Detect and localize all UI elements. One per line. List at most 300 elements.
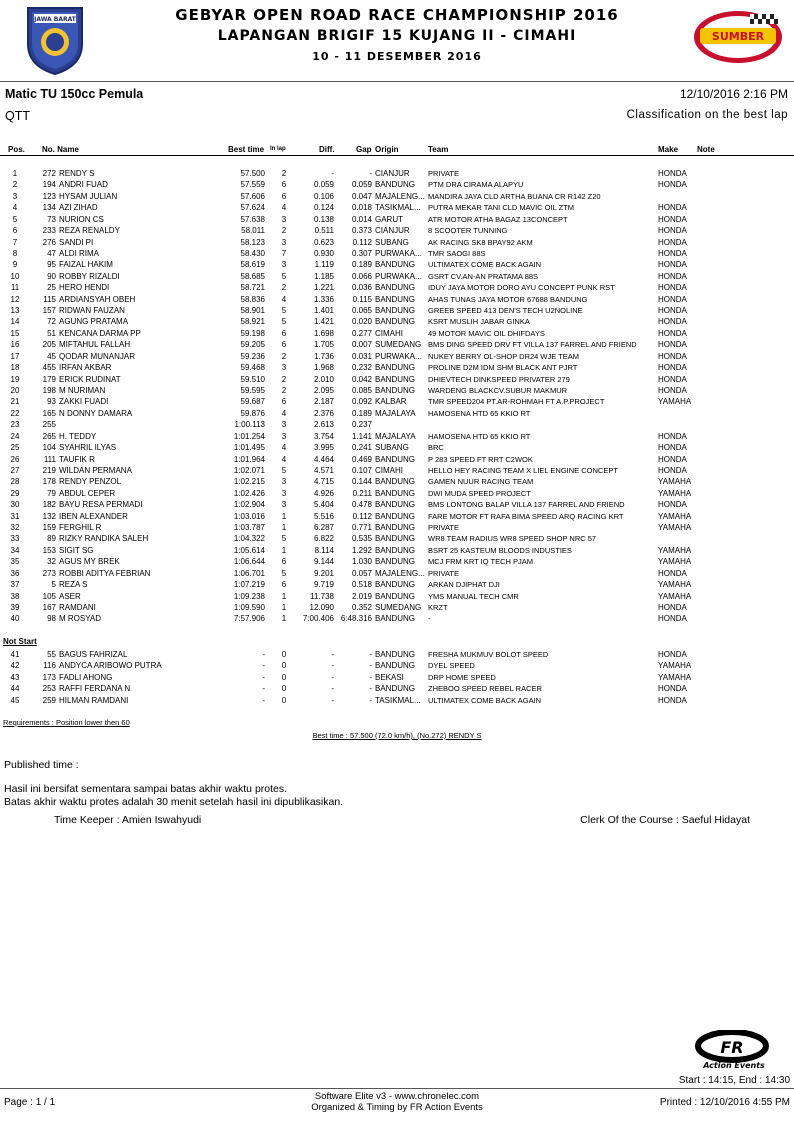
cell-orig: MAJALENG... [375, 191, 425, 201]
cell-pos: 43 [10, 672, 20, 682]
cell-pos: 15 [10, 328, 20, 338]
cell-pos: 35 [10, 557, 20, 567]
cell-diff: 2.095 [313, 385, 334, 395]
table-row [0, 592, 794, 603]
footer-divider [0, 1088, 794, 1089]
cell-diff: 4.926 [313, 488, 334, 498]
cell-orig: BANDUNG [375, 534, 416, 544]
cell-diff: 2.613 [313, 420, 334, 430]
cell-gap: 0.031 [351, 351, 372, 361]
table-row [0, 684, 794, 695]
cell-diff: 7:00.406 [302, 614, 334, 624]
cell-orig: CIANJUR [375, 169, 410, 178]
cell-lap: 0 [281, 695, 287, 705]
cell-name: IRFAN AKBAR [59, 363, 112, 373]
cell-orig: BANDUNG [375, 614, 416, 624]
cell-pos: 34 [10, 545, 20, 555]
cell-gap: 1.141 [351, 431, 372, 441]
cell-name: TAUFIK R [59, 454, 95, 464]
cell-diff: 2.010 [313, 374, 334, 384]
cell-pos: 18 [10, 363, 20, 373]
cell-no: 123 [42, 191, 56, 201]
cell-orig: SUMEDANG [375, 340, 422, 350]
cell-no: 32 [47, 557, 56, 567]
cell-orig: PURWAKA... [375, 351, 422, 361]
cell-pos: 21 [10, 397, 20, 407]
cell-diff: - [331, 695, 334, 705]
cell-lap: 6 [281, 580, 287, 590]
cell-pos: 20 [10, 385, 20, 395]
table-row [0, 673, 794, 684]
cell-best: 57.638 [240, 214, 265, 224]
cell-pos: 29 [10, 488, 20, 498]
cell-name: HERO HENDI [59, 283, 110, 293]
table-row [0, 272, 794, 283]
table-row [0, 696, 794, 707]
table-row [0, 260, 794, 271]
cell-lap: 1 [281, 511, 287, 521]
cell-lap: 5 [281, 568, 287, 578]
cell-best: - [262, 650, 265, 659]
cell-best: 58.685 [240, 271, 265, 281]
cell-gap: 0.007 [351, 340, 372, 350]
cell-name: ROBBY RIZALDI [59, 271, 120, 281]
cell-name: ERICK RUDINAT [59, 374, 121, 384]
cell-best: 59.876 [240, 408, 265, 418]
cell-name: M ROSYAD [59, 614, 102, 624]
cell-make: YAMAHA [658, 523, 692, 533]
col-in-lap: In lap [270, 146, 286, 152]
cell-lap: 3 [281, 500, 287, 510]
cell-orig: BANDUNG [375, 180, 416, 190]
cell-lap: 3 [281, 363, 287, 373]
cell-pos: 30 [10, 500, 20, 510]
cell-make: HONDA [658, 248, 687, 258]
cell-diff: 0.623 [313, 237, 334, 247]
cell-no: 116 [43, 661, 56, 671]
cell-gap: 6:48.316 [340, 614, 372, 624]
cell-team: HAMOSENA HTD 65 KKIO RT [428, 431, 531, 441]
cell-orig: BANDUNG [375, 500, 416, 510]
cell-no: 198 [42, 385, 56, 395]
cell-gap: - [369, 695, 372, 705]
fr-action-events-logo-icon [692, 1030, 774, 1070]
cell-pos: 2 [12, 180, 18, 190]
cell-no: 47 [47, 248, 56, 258]
cell-make: HONDA [658, 294, 687, 304]
classification-type: Classification on the best lap [626, 109, 788, 121]
cell-diff: 3.995 [313, 443, 334, 453]
cell-lap: 2 [281, 169, 287, 178]
cell-no: 253 [42, 684, 56, 694]
cell-no: 219 [42, 465, 56, 475]
cell-lap: 2 [281, 226, 287, 236]
cell-gap: 0.277 [351, 328, 372, 338]
cell-best: 1:01.495 [233, 443, 265, 453]
header-divider [0, 81, 794, 82]
cell-lap: 2 [281, 351, 287, 361]
cell-make: HONDA [658, 271, 687, 281]
cell-no: 89 [47, 534, 56, 544]
cell-team: FRESHA MUKMUV BOLOT SPEED [428, 650, 549, 659]
cell-gap: 0.535 [351, 534, 372, 544]
cell-orig: CIMAHI [375, 328, 403, 338]
cell-team: ULTIMATEX COME BACK AGAIN [428, 695, 542, 705]
cell-no: 105 [42, 591, 56, 601]
cell-best: 1:03.016 [233, 511, 265, 521]
cell-name: M NURIMAN [59, 385, 106, 395]
cell-best: 1:07.219 [233, 580, 265, 590]
time-keeper: Time Keeper : Amien Iswahyudi [54, 814, 202, 826]
cell-lap: 1 [281, 614, 287, 624]
cell-name: WILDAN PERMANA [59, 465, 132, 475]
cell-team: IDUY JAYA MOTOR DORO AYU CONCEPT PUNK RST [428, 283, 615, 293]
cell-name: RAFFI FERDANA N [59, 684, 131, 694]
cell-name: FAIZAL HAKIM [59, 260, 113, 270]
cell-orig: BANDUNG [375, 580, 416, 590]
cell-lap: 0 [281, 672, 287, 682]
cell-orig: SUBANG [375, 443, 409, 453]
cell-team: AHAS TUNAS JAYA MOTOR 67688 BANDUNG [428, 294, 588, 304]
cell-gap: 0.189 [351, 260, 372, 270]
cell-team: FARE MOTOR FT RAFA BIMA SPEED ARQ RACING KRT [428, 511, 624, 521]
cell-no: 153 [42, 545, 56, 555]
cell-lap: 3 [281, 237, 287, 247]
cell-diff: 5.404 [313, 500, 334, 510]
cell-gap: - [369, 650, 372, 659]
cell-make: HONDA [658, 169, 687, 178]
cell-gap: 2.019 [351, 591, 372, 601]
cell-diff: 9.719 [313, 580, 334, 590]
cell-lap: 5 [281, 317, 287, 327]
cell-pos: 41 [10, 650, 20, 659]
cell-diff: 1.336 [313, 294, 334, 304]
table-row [0, 306, 794, 317]
cell-gap: - [369, 661, 372, 671]
cell-no: 25 [47, 283, 56, 293]
cell-diff: 1.421 [313, 317, 334, 327]
cell-orig: MAJALAYA [375, 408, 416, 418]
cell-name: ANDRI FUAD [59, 180, 108, 190]
cell-gap: 0.047 [351, 191, 372, 201]
cell-lap: 6 [281, 397, 287, 407]
cell-best: 58.721 [240, 283, 265, 293]
cell-best: 1:09.590 [233, 602, 265, 612]
cell-team: NUKEY BERRY OL-SHOP DR24 WJE TEAM [428, 351, 580, 361]
cell-team: 8 SCOOTER TUNNING [428, 226, 508, 236]
table-row [0, 500, 794, 511]
table-row [0, 238, 794, 249]
cell-no: 182 [42, 500, 56, 510]
cell-team: BMS LONTONG BALAP VILLA 137 FARREL AND FRIEND [428, 500, 625, 510]
cell-team: MANDIRA JAYA CLD ARTHA BUANA CR R142 Z20 [428, 191, 601, 201]
table-row [0, 569, 794, 580]
cell-make: HONDA [658, 374, 687, 384]
cell-diff: 2.376 [313, 408, 334, 418]
cell-best: 1:00.113 [234, 420, 265, 430]
cell-team: DWI MUDA SPEED PROJECT [428, 488, 531, 498]
cell-best: 58.836 [240, 294, 265, 304]
cell-best: 1:02.904 [233, 500, 265, 510]
cell-make: HONDA [658, 500, 687, 510]
cell-pos: 44 [10, 684, 20, 694]
table-row [0, 603, 794, 614]
cell-diff: 2.187 [313, 397, 334, 407]
cell-name: N DONNY DAMARA [59, 408, 133, 418]
cell-diff: - [331, 169, 334, 178]
cell-no: 259 [42, 695, 56, 705]
cell-best: 58.619 [240, 260, 265, 270]
cell-team: ULTIMATEX COME BACK AGAIN [428, 260, 542, 270]
cell-make: HONDA [658, 443, 687, 453]
cell-name: RAMDANI [59, 602, 96, 612]
cell-make: HONDA [658, 306, 687, 316]
cell-pos: 4 [12, 203, 18, 213]
organizer-line: Organized & Timing by FR Action Events [311, 1102, 483, 1113]
cell-name: FADLI AHONG [59, 672, 113, 682]
cell-orig: BANDUNG [375, 557, 416, 567]
cell-orig: KALBAR [375, 397, 407, 407]
cell-best: 1:09.238 [233, 591, 265, 601]
cell-diff: 9.144 [313, 557, 334, 567]
cell-no: 5 [51, 580, 56, 590]
cell-best: 1:04.322 [233, 534, 265, 544]
cell-make: HONDA [658, 568, 687, 578]
cell-gap: 0.469 [351, 454, 372, 464]
cell-make: HONDA [658, 260, 687, 270]
cell-name: AGUS MY BREK [59, 557, 120, 567]
table-row [0, 249, 794, 260]
cell-gap: 0.042 [351, 374, 372, 384]
cell-no: 455 [42, 363, 56, 373]
table-row [0, 534, 794, 545]
cell-lap: 4 [281, 443, 287, 453]
cell-orig: BANDUNG [375, 661, 416, 671]
cell-best: 1:02.215 [233, 477, 265, 487]
table-row [0, 489, 794, 500]
cell-make: YAMAHA [658, 580, 692, 590]
cell-gap: 0.020 [351, 317, 372, 327]
cell-gap: 0.112 [352, 237, 372, 247]
table-row [0, 512, 794, 523]
cell-team: PRIVATE [428, 169, 459, 178]
col-note: Note [697, 145, 715, 154]
cell-make: YAMAHA [658, 672, 692, 682]
cell-name: H. TEDDY [59, 431, 97, 441]
cell-orig: BEKASI [375, 672, 404, 682]
cell-make: HONDA [658, 454, 687, 464]
cell-orig: BANDUNG [375, 523, 416, 533]
cell-no: 132 [42, 511, 56, 521]
cell-diff: - [331, 672, 334, 682]
page-number: Page : 1 / 1 [4, 1097, 56, 1108]
cell-make: HONDA [658, 214, 687, 224]
cell-orig: BANDUNG [375, 477, 416, 487]
cell-pos: 12 [10, 294, 20, 304]
cell-diff: 1.401 [313, 306, 334, 316]
event-venue: LAPANGAN BRIGIF 15 KUJANG II - CIMAHI [217, 28, 577, 44]
cell-orig: BANDUNG [375, 454, 416, 464]
document-header [0, 0, 794, 80]
cell-lap: 3 [281, 431, 287, 441]
cell-name: RENDY PENZOL [59, 477, 122, 487]
cell-pos: 9 [12, 260, 18, 270]
cell-team: HAMOSENA HTD 65 KKIO RT [428, 408, 531, 418]
cell-orig: CIANJUR [375, 226, 410, 236]
cell-make: HONDA [658, 351, 687, 361]
cell-team: BMS DING SPEED DRV FT VILLA 137 FARREL AND FRIEND [428, 340, 637, 350]
cell-lap: 3 [281, 420, 287, 430]
cell-pos: 6 [12, 226, 18, 236]
cell-pos: 14 [10, 317, 20, 327]
cell-gap: 0.014 [351, 214, 372, 224]
cell-team: ARKAN DJIPHAT DJI [428, 580, 500, 590]
cell-name: IBEN ALEXANDER [59, 511, 128, 521]
cell-name: ASER [59, 591, 81, 601]
cell-no: 115 [43, 294, 56, 304]
cell-pos: 33 [10, 534, 20, 544]
col-origin: Origin [375, 145, 399, 154]
cell-diff: 6.822 [313, 534, 334, 544]
table-row [0, 192, 794, 203]
cell-make: YAMAHA [658, 661, 692, 671]
cell-best: 58.430 [240, 248, 265, 258]
cell-pos: 19 [10, 374, 20, 384]
session-start-end: Start : 14:15, End : 14:30 [678, 1075, 790, 1086]
cell-best: 59.595 [240, 385, 265, 395]
cell-diff: 4.464 [313, 454, 334, 464]
cell-orig: GARUT [375, 214, 403, 224]
cell-no: 173 [42, 672, 56, 682]
report-datetime: 12/10/2016 2:16 PM [679, 87, 788, 101]
cell-diff: 0.124 [313, 203, 334, 213]
cell-pos: 42 [10, 661, 20, 671]
cell-pos: 28 [10, 477, 20, 487]
cell-pos: 10 [10, 271, 20, 281]
session-name: QTT [5, 109, 30, 123]
cell-best: 1:02.426 [233, 488, 265, 498]
cell-no: 98 [47, 614, 56, 624]
cell-diff: 0.138 [313, 214, 334, 224]
cell-make: HONDA [658, 650, 687, 659]
cell-diff: 12.090 [309, 602, 334, 612]
cell-lap: 6 [281, 191, 287, 201]
cell-orig: BANDUNG [375, 306, 416, 316]
cell-team: PTM DRA CIRAMA ALAPYU [428, 180, 524, 190]
col-diff: Diff. [319, 145, 335, 154]
cell-orig: BANDUNG [375, 294, 416, 304]
event-title: GEBYAR OPEN ROAD RACE CHAMPIONSHIP 2016 [175, 6, 619, 24]
cell-diff: 0.106 [313, 191, 334, 201]
cell-no: 157 [42, 306, 56, 316]
table-row [0, 352, 794, 363]
cell-best: - [262, 684, 265, 694]
cell-name: SANDI PI [59, 237, 94, 247]
cell-team: DHIEVTECH DINKSPEED PRIVATER 279 [428, 374, 570, 384]
cell-name: ANDYCA ARIBOWO PUTRA [59, 661, 162, 671]
cell-best: 57.624 [240, 203, 265, 213]
cell-diff: 0.059 [313, 180, 334, 190]
printed-datetime: Printed : 12/10/2016 4:55 PM [659, 1097, 790, 1108]
table-row [0, 650, 794, 661]
cell-best: 1:06.701 [233, 568, 265, 578]
cell-lap: 6 [281, 180, 287, 190]
cell-gap: 0.373 [351, 226, 372, 236]
cell-gap: 0.107 [351, 465, 372, 475]
cell-lap: 5 [281, 465, 287, 475]
cell-no: 72 [47, 317, 56, 327]
cell-pos: 24 [10, 431, 20, 441]
cell-name: QODAR MUNANJAR [59, 351, 136, 361]
cell-lap: 4 [281, 294, 287, 304]
table-row [0, 466, 794, 477]
cell-no: 233 [42, 226, 56, 236]
cell-make: HONDA [658, 340, 687, 350]
cell-pos: 37 [10, 580, 20, 590]
cell-orig: CIMAHI [375, 465, 403, 475]
cell-no: 205 [42, 340, 56, 350]
cell-diff: 4.571 [313, 465, 334, 475]
cell-team: PROLINE D2M IDM SHM BLACK ANT PJRT [428, 363, 578, 373]
table-row [0, 397, 794, 408]
table-row [0, 614, 794, 625]
cell-name: MIFTAHUL FALLAH [59, 340, 131, 350]
provisional-note: Hasil ini bersifat sementara sampai batas akhir waktu protes. [4, 783, 288, 795]
cell-pos: 39 [10, 602, 20, 612]
cell-team: MCJ FRM KRT IQ TECH PJAM [428, 557, 534, 567]
cell-lap: 3 [281, 477, 287, 487]
cell-lap: 1 [281, 545, 287, 555]
col-gap: Gap [356, 145, 372, 154]
cell-gap: 1.292 [351, 545, 372, 555]
cell-pos: 32 [10, 523, 20, 533]
cell-make: YAMAHA [658, 511, 692, 521]
cell-make: HONDA [658, 363, 687, 373]
cell-best: 59.205 [240, 340, 265, 350]
table-row [0, 443, 794, 454]
table-row [0, 409, 794, 420]
cell-best: 58.011 [241, 226, 265, 236]
cell-diff: 4.715 [313, 477, 334, 487]
cell-best: 1:02.071 [233, 465, 265, 475]
cell-best: 59.236 [240, 351, 265, 361]
cell-gap: 1.030 [351, 557, 372, 567]
cell-no: 265 [42, 431, 56, 441]
table-row [0, 363, 794, 374]
cell-team: - [428, 614, 431, 624]
cell-team: GSRT CV.AN-AN PRATAMA 88S [428, 271, 539, 281]
cell-lap: 3 [281, 214, 287, 224]
table-row [0, 557, 794, 568]
cell-lap: 6 [281, 340, 287, 350]
table-row [0, 477, 794, 488]
table-row [0, 317, 794, 328]
cell-lap: 5 [281, 271, 287, 281]
cell-best: 1:01.964 [233, 454, 265, 464]
cell-make: HONDA [658, 226, 687, 236]
cell-make: HONDA [658, 180, 687, 190]
cell-team: PUTRA MEKAR TANI CLD MAVIC OIL ZTM [428, 203, 574, 213]
cell-name: FERGHIL R [59, 523, 102, 533]
cell-diff: 9.201 [313, 568, 334, 578]
cell-make: HONDA [658, 684, 687, 694]
cell-orig: BANDUNG [375, 317, 416, 327]
cell-diff: 1.698 [313, 328, 334, 338]
cell-no: 167 [42, 602, 56, 612]
cell-pos: 11 [10, 283, 20, 293]
cell-team: TMR SPEED204 PT.AR-ROHMAH FT A.P.PROJECT [428, 397, 605, 407]
cell-orig: BANDUNG [375, 385, 416, 395]
